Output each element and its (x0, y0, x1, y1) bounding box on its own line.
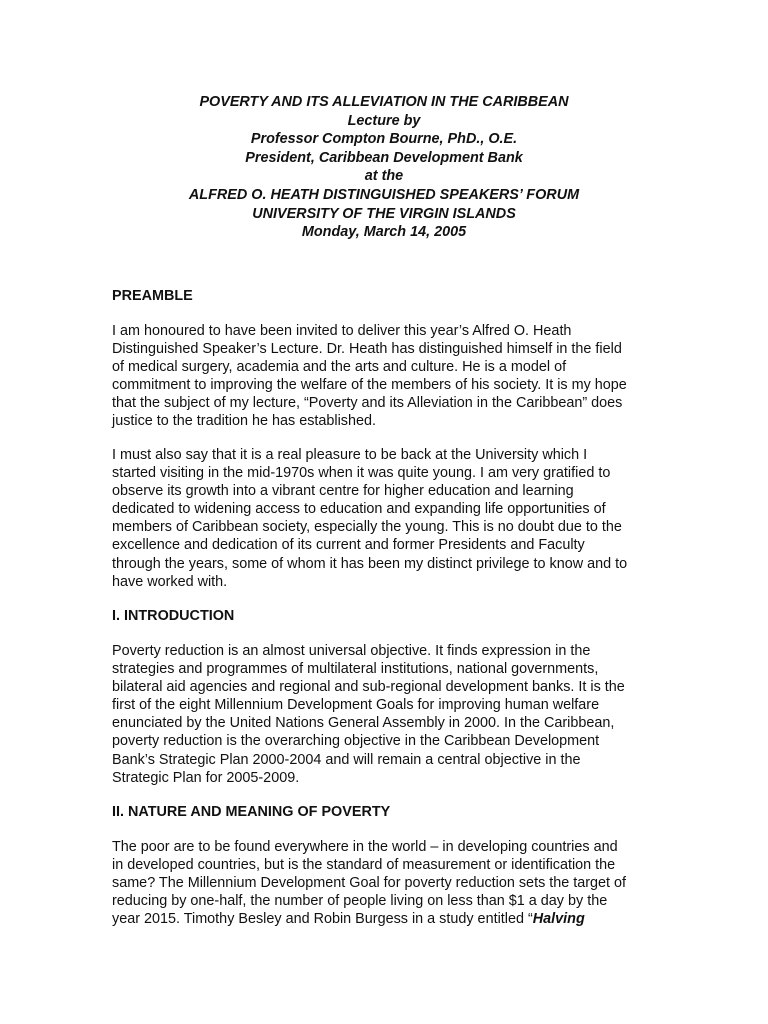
text-line: first of the eight Millennium Development Goals for improving human welfare (112, 697, 600, 714)
text-line: enunciated by the United Nations General Assembly in 2000. In the Caribbean, (112, 715, 615, 732)
text-line: reducing by one-half, the number of people living on less than $1 a day by the (112, 893, 608, 910)
text-line: justice to the tradition he has established. (112, 413, 376, 430)
text-line: Bank’s Strategic Plan 2000-2004 and will remain a central objective in the (112, 751, 581, 768)
at-the: at the (364, 168, 404, 185)
text-line: commitment to improving the welfare of the members of his society. It is my hope (112, 377, 627, 394)
text-line: that the subject of my lecture, “Poverty and its Alleviation in the Caribbean” does (112, 395, 623, 412)
paragraph-preamble-2 (112, 446, 672, 591)
text-line: dedicated to widening access to education and expanding life opportunities of (112, 501, 606, 518)
lecture-date: Monday, March 14, 2005 (301, 224, 467, 241)
heading-nature-of-poverty: II. NATURE AND MEANING OF POVERTY (112, 804, 391, 820)
heading-introduction: I. INTRODUCTION (112, 608, 235, 624)
text-line: I am honoured to have been invited to deliver this year’s Alfred O. Heath (112, 323, 572, 339)
text-line: have worked with. (112, 573, 228, 590)
text-line: bilateral aid agencies and regional and sub-regional development banks. It is the (112, 679, 625, 696)
paragraph-preamble-1 (112, 322, 672, 431)
text-line: excellence and dedication of its current and former Presidents and Faculty (112, 537, 585, 554)
text-line: started visiting in the mid-1970s when it was quite young. I am very gratified to (112, 465, 611, 482)
text-line: Strategic Plan for 2005-2009. (112, 769, 300, 786)
text-line (112, 910, 672, 928)
forum-name: ALFRED O. HEATH DISTINGUISHED SPEAKERS’ FORUM (188, 186, 580, 203)
text-span: year 2015. Timothy Besley and Robin Burgess in a study entitled “ (112, 911, 533, 928)
text-line: members of Caribbean society, especially the young. This is no doubt due to the (112, 519, 622, 536)
paragraph-nature-1 (112, 838, 672, 928)
text-line: of medical surgery, academia and the arts and culture. He is a model of (112, 359, 567, 376)
heading-preamble: PREAMBLE (112, 288, 193, 304)
speaker-position: President, Caribbean Development Bank (245, 149, 523, 166)
text-line: observe its growth into a vibrant centre for higher education and learning (112, 483, 574, 500)
text-line: in developed countries, but is the standard of measurement or identification the (112, 857, 616, 874)
text-line: same? The Millennium Development Goal for poverty reduction sets the target of (112, 875, 627, 892)
lecture-by: Lecture by (347, 112, 421, 129)
paragraph-introduction-1 (112, 642, 672, 787)
text-line: Distinguished Speaker’s Lecture. Dr. Heath has distinguished himself in the field (112, 341, 622, 358)
lecture-title: POVERTY AND ITS ALLEVIATION IN THE CARIBBEAN (199, 94, 569, 110)
title-block (0, 93, 768, 242)
text-line: The poor are to be found everywhere in the world – in developing countries and (112, 839, 618, 855)
emphasized-title: Halving (532, 911, 585, 928)
text-line: poverty reduction is the overarching objective in the Caribbean Development (112, 733, 600, 750)
text-line: I must also say that it is a real pleasure to be back at the University which I (112, 447, 588, 463)
text-line: through the years, some of whom it has been my distinct privilege to know and to (112, 555, 628, 572)
university-name: UNIVERSITY OF THE VIRGIN ISLANDS (252, 205, 516, 222)
text-line: strategies and programmes of multilateral institutions, national governments, (112, 661, 599, 678)
text-line: Poverty reduction is an almost universal objective. It finds expression in the (112, 643, 591, 659)
speaker-name: Professor Compton Bourne, PhD., O.E. (250, 131, 518, 148)
